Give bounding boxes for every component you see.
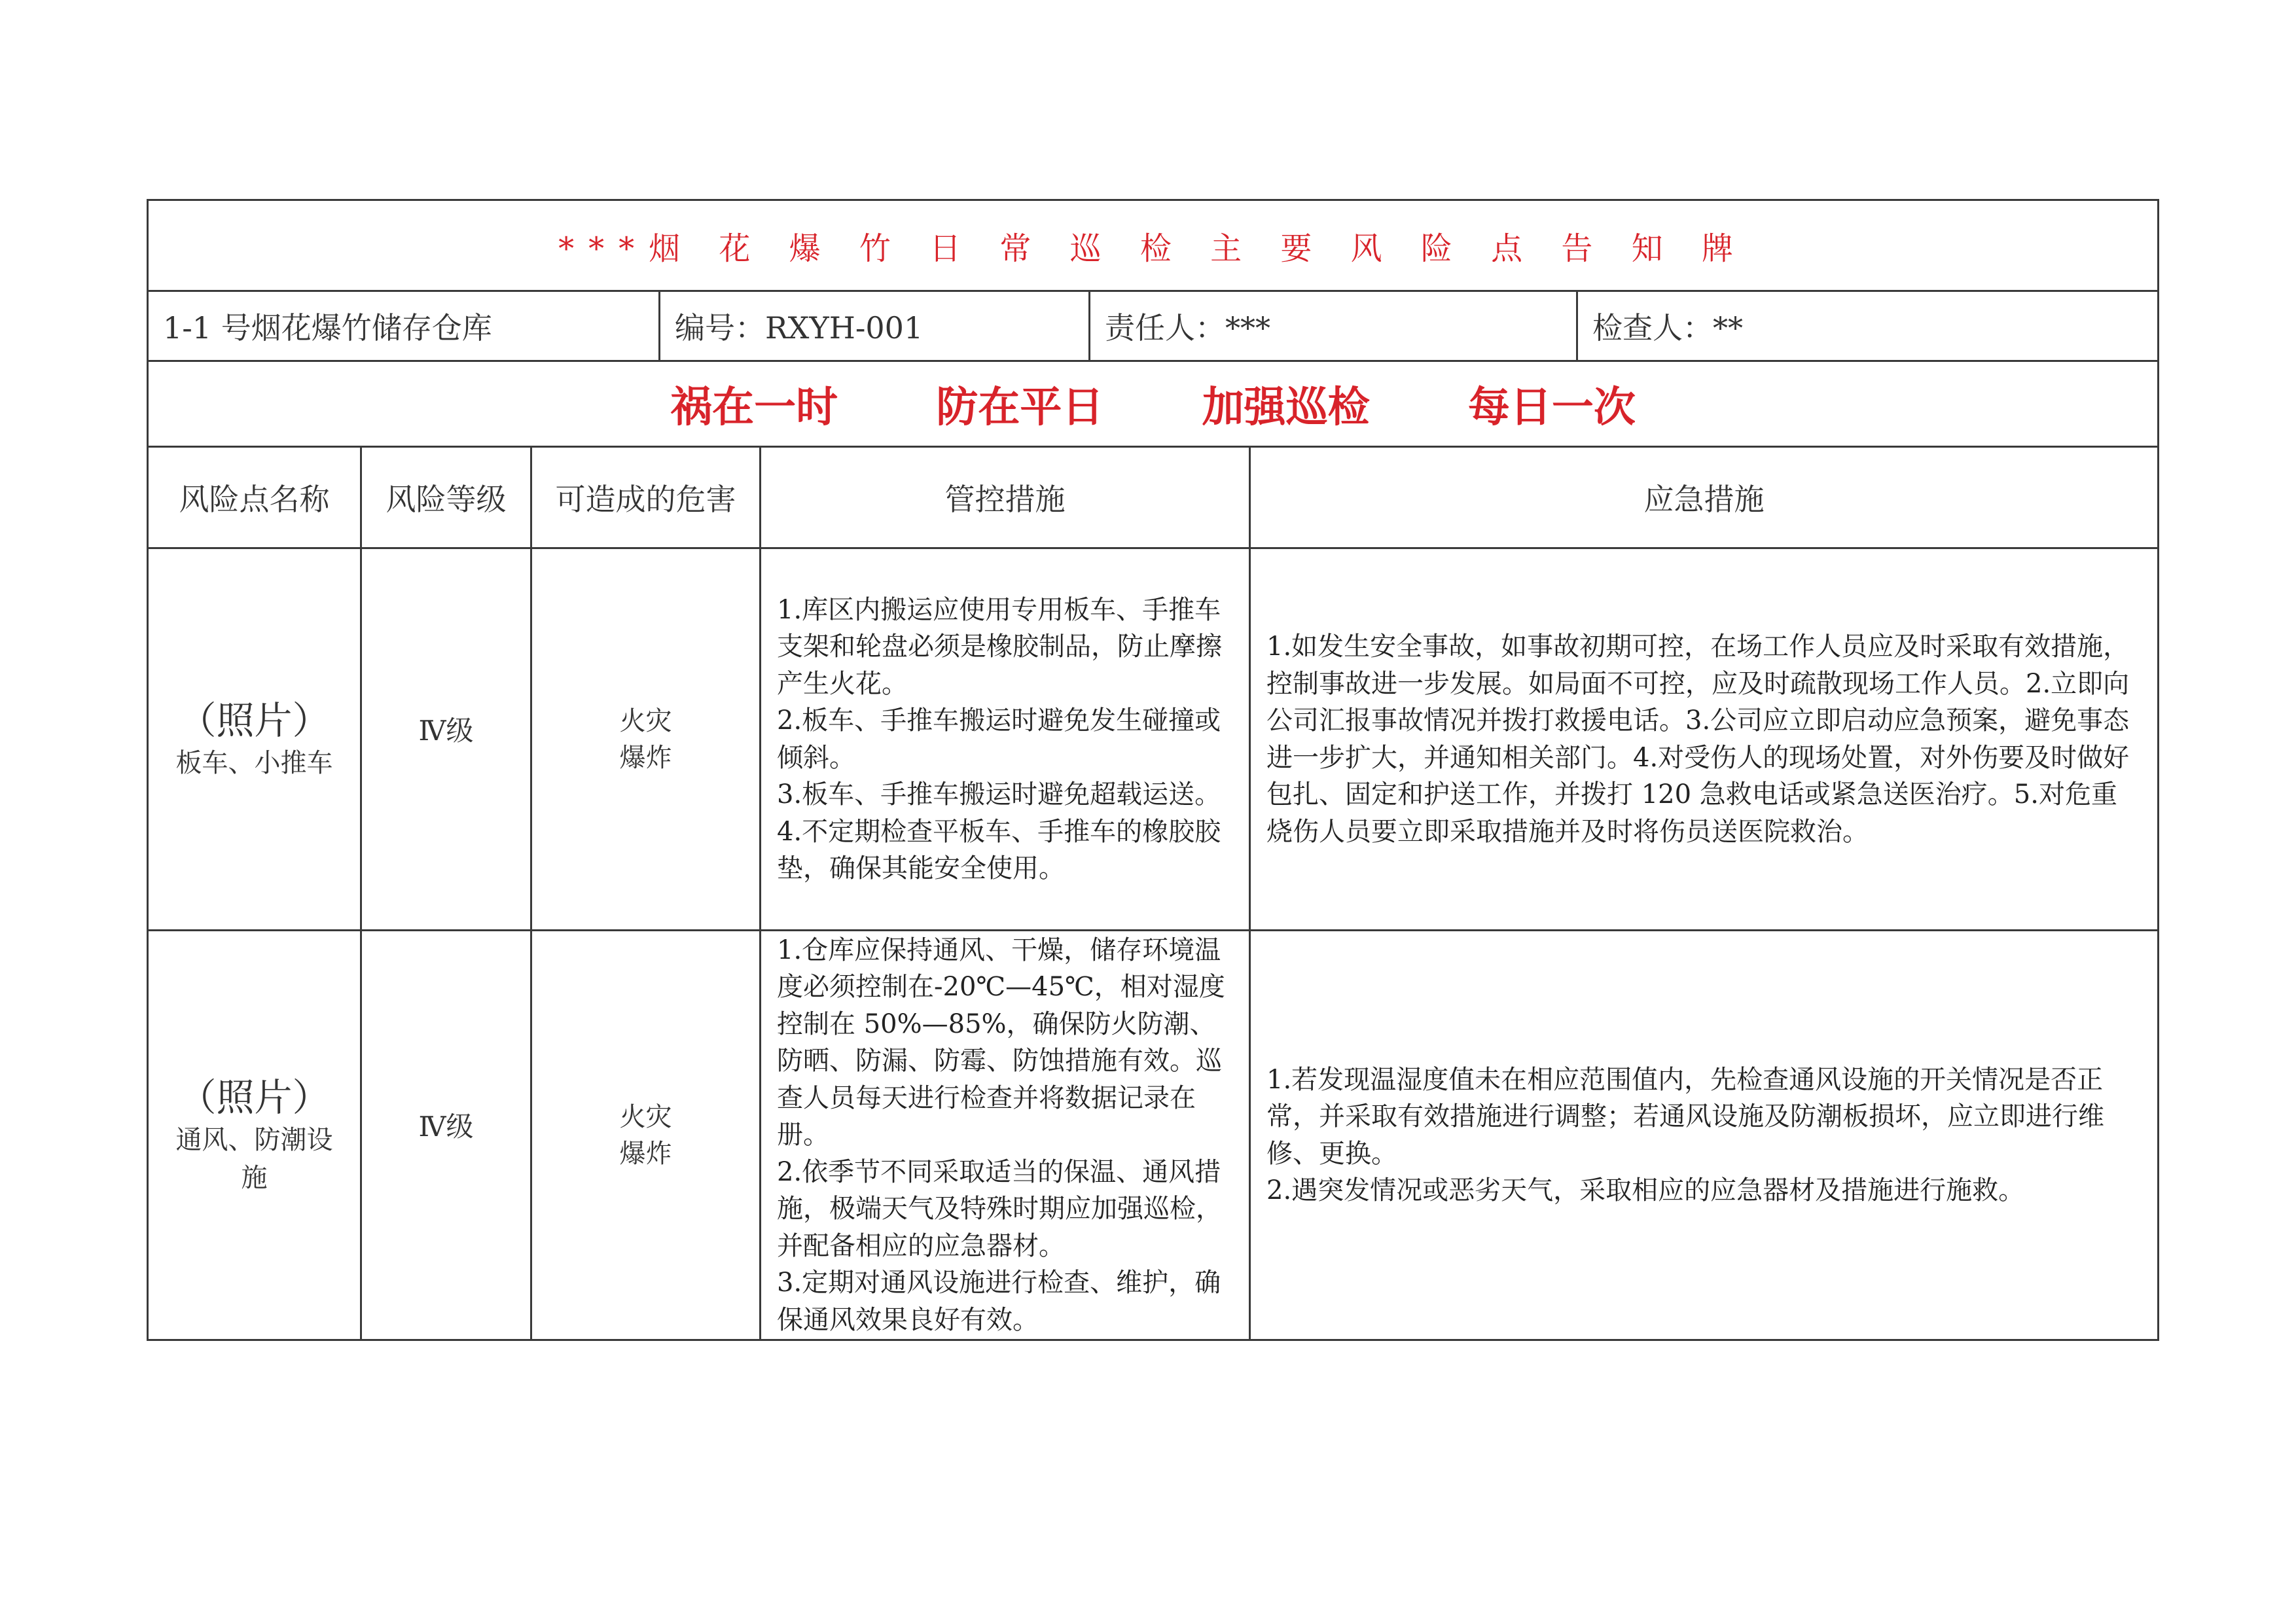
emergency-measures-cell (1250, 931, 2159, 1340)
emergency-measure-item: 1.若发现温湿度值未在相应范围值内，先检查通风设施的开关情况是否正常，并采取有效措施进行调整；若通风设施及防潮板损坏，应立即进行维修、更换。 (1266, 1064, 2104, 1169)
table-row (148, 931, 2159, 1340)
risk-point-name: 通风、防潮设施 (175, 1124, 333, 1193)
risk-level: Ⅳ级 (418, 1110, 474, 1143)
notice-title: ***烟 花 爆 竹 日 常 巡 检 主 要 风 险 点 告 知 牌 (148, 200, 2159, 291)
header-hazard: 可造成的危害 (531, 447, 761, 548)
hazard-cell (531, 548, 761, 931)
table-row (148, 548, 2159, 931)
emergency-measures-cell (1250, 548, 2159, 931)
code-label: 编号：RXYH-001 (660, 291, 1090, 361)
hazard-cell (531, 931, 761, 1340)
slogan-banner (148, 361, 2159, 447)
control-measures-cell (761, 548, 1250, 931)
control-measure-item: 3.定期对通风设施进行检查、维护，确保通风效果良好有效。 (777, 1268, 1221, 1335)
table-header-row (148, 447, 2159, 548)
location-label: 1-1 号烟花爆竹储存仓库 (148, 291, 660, 361)
control-measure-item: 4.不定期检查平板车、手推车的橡胶胶垫，确保其能安全使用。 (777, 816, 1221, 883)
control-measure-item: 2.板车、手推车搬运时避免发生碰撞或倾斜。 (777, 705, 1221, 773)
risk-point-name: 板车、小推车 (175, 747, 333, 778)
hazard-item: 火灾 (619, 705, 672, 736)
risk-point-cell (148, 931, 361, 1340)
control-measure-item: 2.依季节不同采取适当的保温、通风措施，极端天气及特殊时期应加强巡检，并配备相应的应急器材。 (777, 1156, 1222, 1261)
photo-placeholder: （照片） (178, 1075, 331, 1120)
slogan-part: 祸在一时 (670, 383, 838, 432)
inspector-label: 检查人：** (1577, 291, 2159, 361)
control-measures-cell (761, 931, 1250, 1340)
hazard-item: 爆炸 (619, 742, 672, 773)
slogan-part: 加强巡检 (1202, 383, 1370, 432)
slogan-part: 每日一次 (1467, 383, 1636, 432)
risk-level-cell (361, 548, 531, 931)
slogan-part: 防在平日 (936, 383, 1104, 432)
emergency-measure-item: 1.如发生安全事故，如事故初期可控，在场工作人员应及时采取有效措施，控制事故进一步发展。如局面不可控，应及时疏散现场工作人员。2.立即向公司汇报事故情况并拨打救援电话。3.公司应立即启动应急预案，避免事态进一步扩大，并通知相关部门。4.对受伤人的现场处置，对外伤要及时做好包扎、固定和护送工作，并拨打 120 急救电话或紧急送医治疗。5.对危重烧伤人员要立即采取措施并及时将伤员送医院救治。 (1266, 632, 2130, 847)
hazard-item: 爆炸 (619, 1138, 672, 1169)
risk-level-cell (361, 931, 531, 1340)
photo-placeholder: （照片） (178, 698, 331, 743)
header-risk-name: 风险点名称 (148, 447, 361, 548)
control-measure-item: 1.仓库应保持通风、干燥，储存环境温度必须控制在-20℃—45℃，相对湿度控制在 50%—85%，确保防火防潮、防晒、防漏、防霉、防蚀措施有效。巡查人员每天进行检查并将数据记录在册。 (777, 935, 1225, 1150)
risk-notice-table (147, 199, 2159, 1341)
control-measure-item: 1.库区内搬运应使用专用板车、手推车支架和轮盘必须是橡胶制品，防止摩擦产生火花。 (777, 594, 1222, 699)
control-measure-item: 3.板车、手推车搬运时避免超载运送。 (777, 779, 1221, 810)
risk-point-cell (148, 548, 361, 931)
risk-level: Ⅳ级 (418, 714, 474, 747)
header-risk-level: 风险等级 (361, 447, 531, 548)
responsible-label: 责任人：*** (1090, 291, 1577, 361)
header-emergency-measures: 应急措施 (1250, 447, 2159, 548)
header-control-measures: 管控措施 (761, 447, 1250, 548)
hazard-item: 火灾 (619, 1101, 672, 1132)
emergency-measure-item: 2.遇突发情况或恶劣天气，采取相应的应急器材及措施进行施救。 (1266, 1175, 2025, 1205)
